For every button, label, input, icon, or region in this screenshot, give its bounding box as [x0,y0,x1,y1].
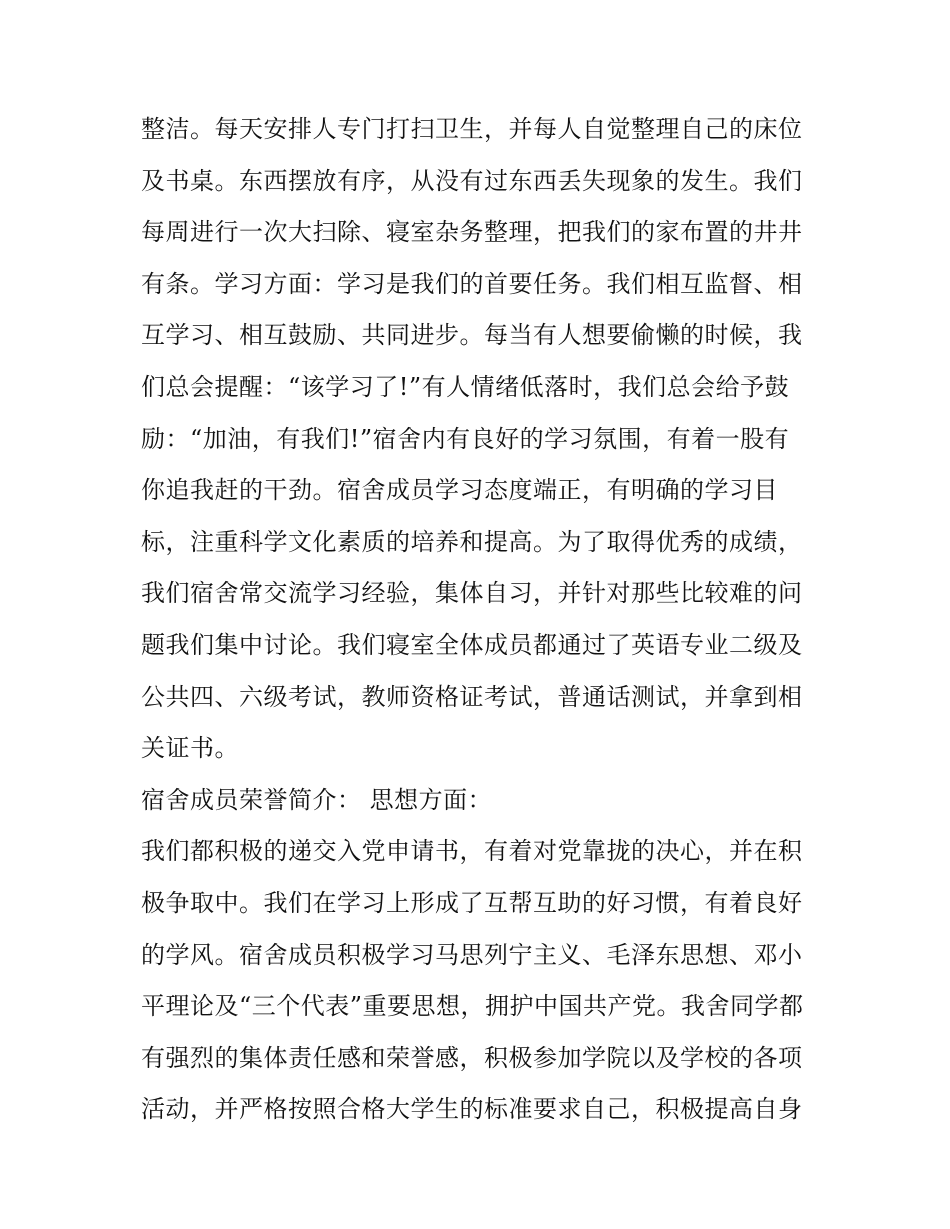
text-line: 极争取中。我们在学习上形成了互帮互助的好习惯，有着良好 [141,888,803,917]
text-line: 公共四、六级考试，教师资格证考试，普通话测试，并拿到相 [141,682,803,711]
text-line: 每周进行一次大扫除、寝室杂务整理，把我们的家布置的井井 [141,218,803,247]
section-heading: 宿舍成员荣誉简介： 思想方面： [141,785,493,814]
text-line: 活动，并严格按照合格大学生的标准要求自己，积极提高自身 [141,1095,803,1124]
text-line: 我们都积极的递交入党申请书，有着对党靠拢的决心，并在积 [141,837,803,866]
text-line: 互学习、相互鼓励、共同进步。每当有人想要偷懒的时候，我 [141,321,803,350]
text-line: 有强烈的集体责任感和荣誉感，积极参加学院以及学校的各项 [141,1043,803,1072]
text-line: 们总会提醒：“该学习了!”有人情绪低落时，我们总会给予鼓 [141,372,790,401]
body-text [141,104,821,1136]
text-line: 你追我赶的干劲。宿舍成员学习态度端正，有明确的学习目 [141,476,778,505]
text-line: 标，注重科学文化素质的培养和提高。为了取得优秀的成绩， [141,527,803,556]
text-line: 我们宿舍常交流学习经验，集体自习，并针对那些比较难的问 [141,579,803,608]
text-line: 及书桌。东西摆放有序，从没有过东西丢失现象的发生。我们 [141,166,803,195]
text-line: 励：“加油，有我们!”宿舍内有良好的学习氛围，有着一股有 [141,424,790,453]
text-line: 题我们集中讨论。我们寝室全体成员都通过了英语专业二级及 [141,630,803,659]
text-line: 关证书。 [141,734,239,763]
text-line: 的学风。宿舍成员积极学习马思列宁主义、毛泽东思想、邓小 [141,940,803,969]
text-line: 有条。学习方面：学习是我们的首要任务。我们相互监督、相 [141,269,803,298]
text-line: 平理论及“三个代表”重要思想，拥护中国共产党。我舍同学都 [141,992,804,1021]
text-line: 整洁。每天安排人专门打扫卫生，并每人自觉整理自己的床位 [141,115,803,143]
